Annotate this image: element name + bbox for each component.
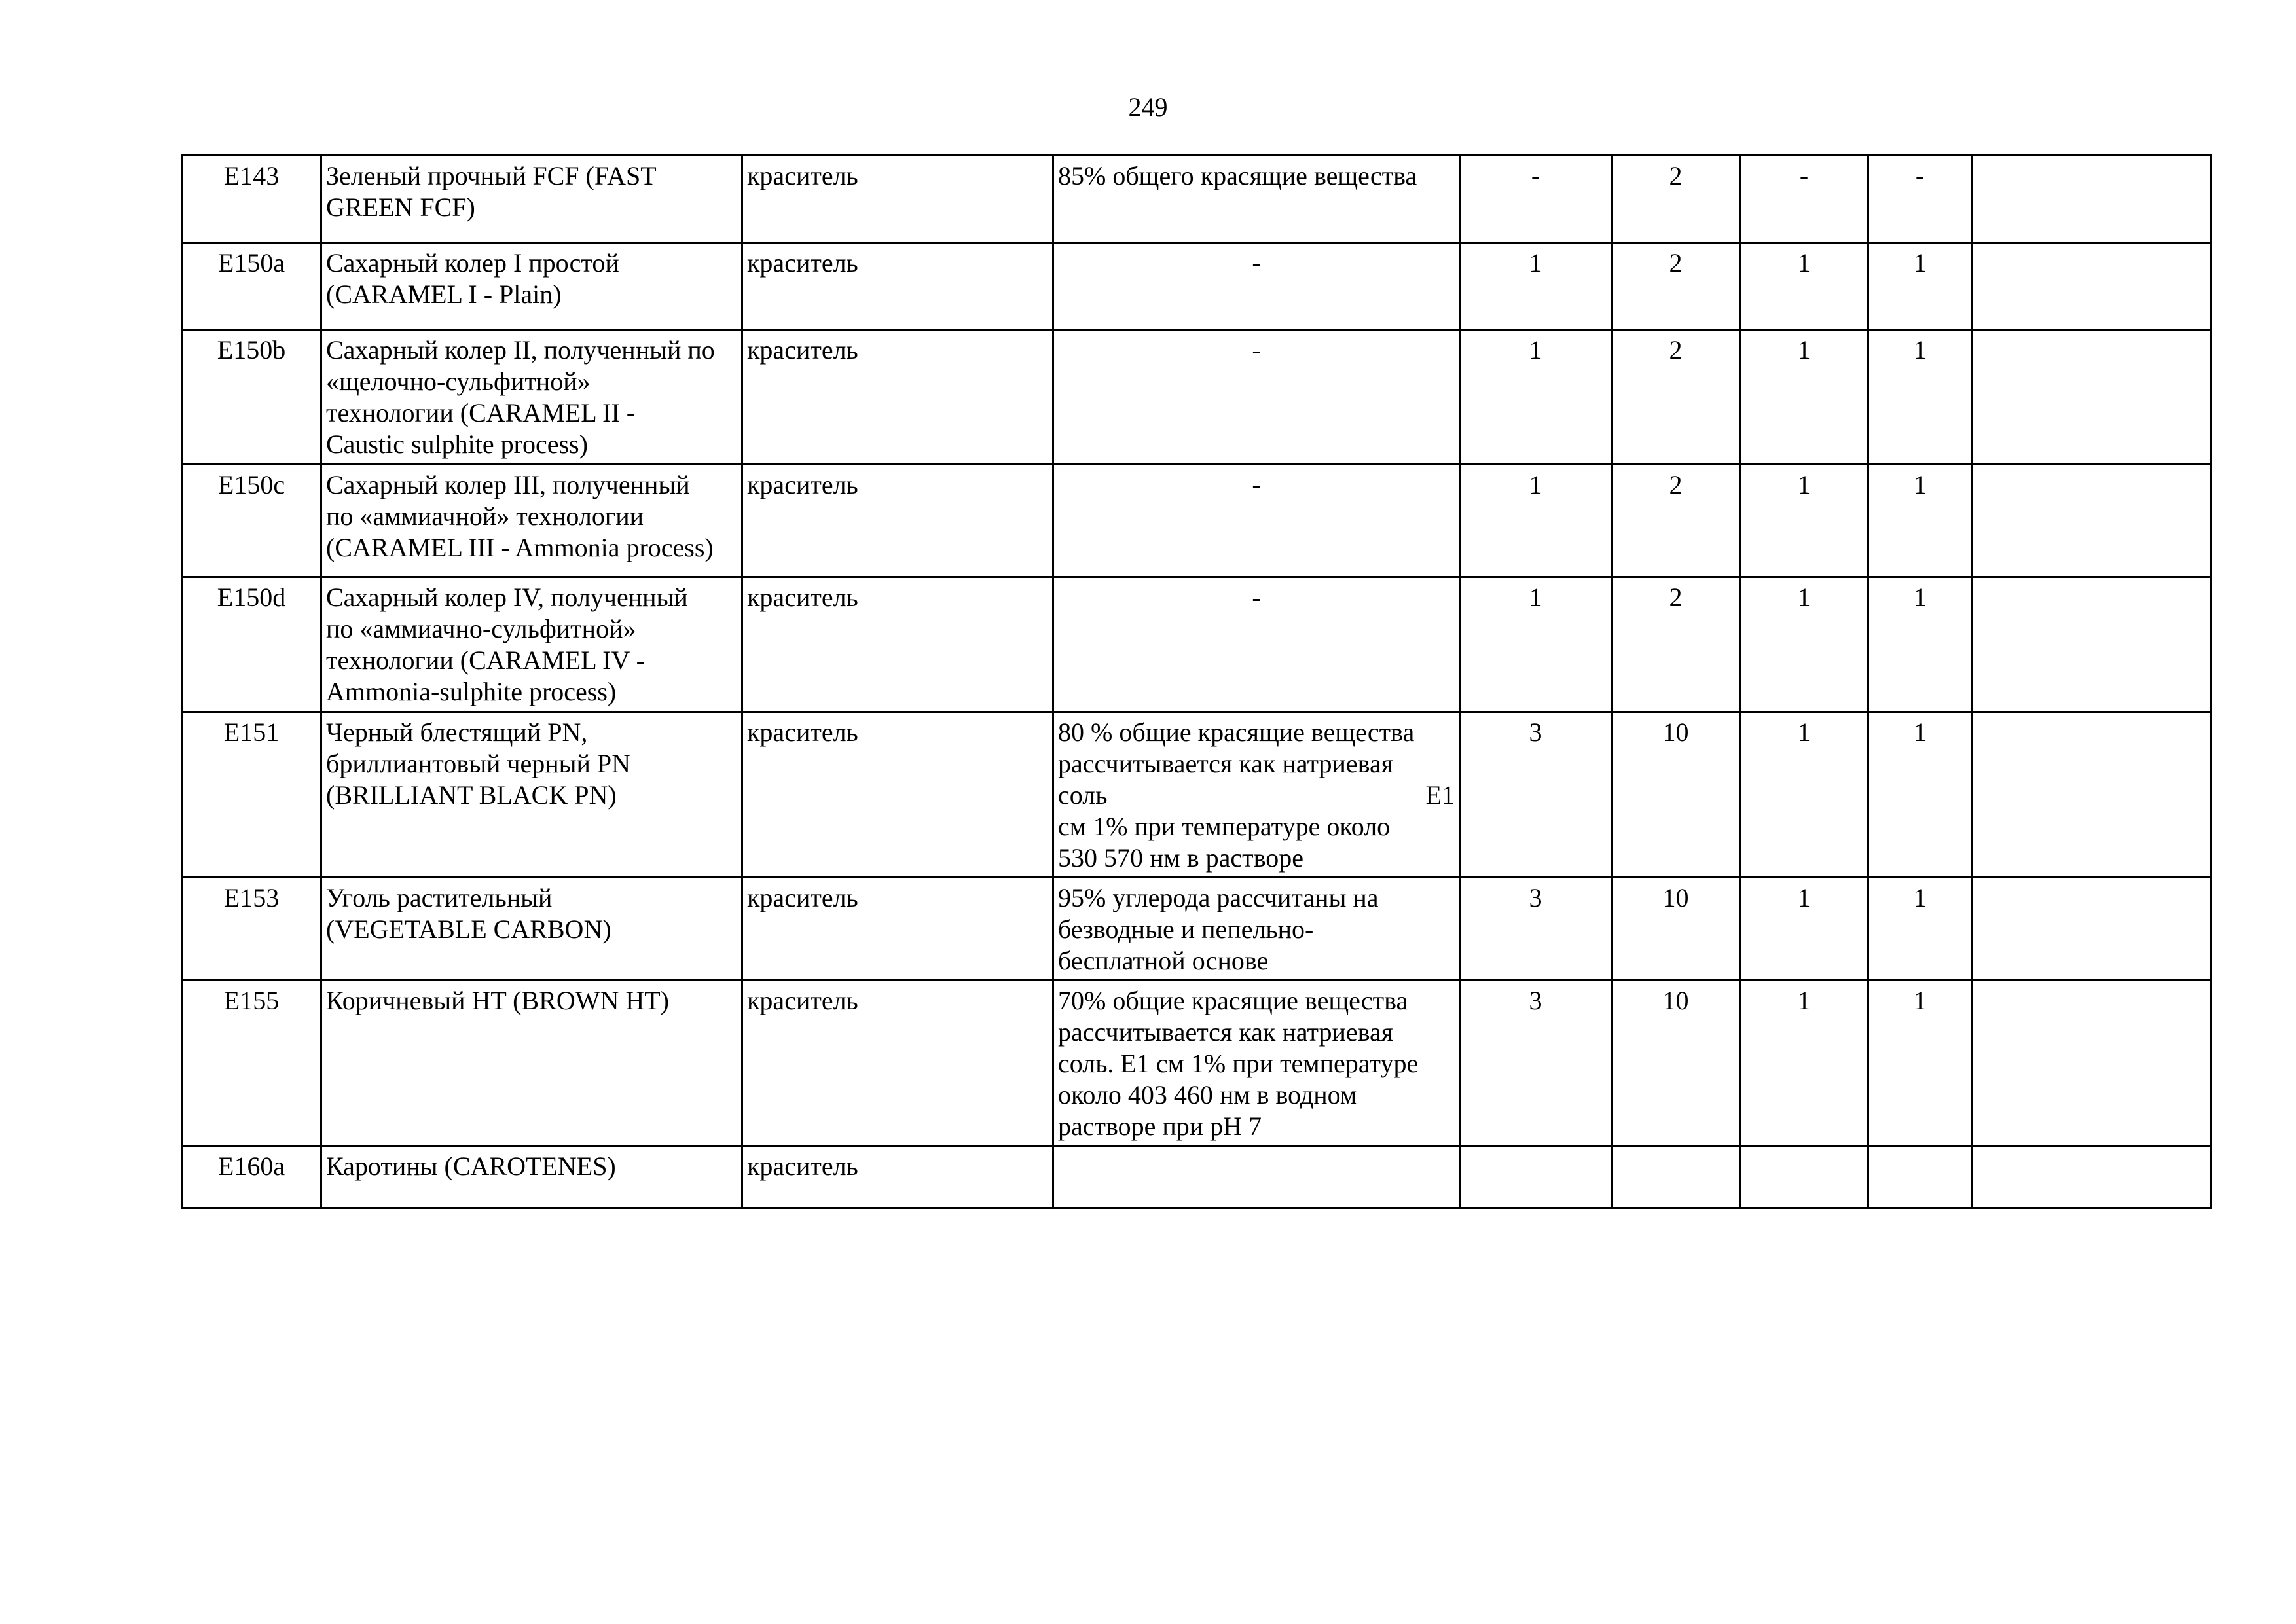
function-cell: краситель [742, 577, 1053, 712]
function-cell: краситель [742, 878, 1053, 981]
name-line: Сахарный колер I простой [326, 248, 619, 278]
spec-cell [1053, 878, 1460, 981]
value-cell-c7: - [1740, 156, 1868, 243]
spec-line: 85% общего красящие вещества [1058, 161, 1417, 190]
value-cell-c6: 10 [1612, 878, 1740, 981]
spec-line: безводные и пепельно- [1058, 914, 1314, 944]
name-line: Коричневый HT (BROWN HT) [326, 986, 669, 1015]
value-cell-c6: 2 [1612, 465, 1740, 577]
value-cell-c9 [1972, 1146, 2212, 1208]
value-cell-c7: 1 [1740, 465, 1868, 577]
spec-line: бесплатной основе [1058, 946, 1269, 975]
value-cell-c9 [1972, 577, 2212, 712]
name-cell [321, 878, 742, 981]
spec-line: растворе при pH 7 [1058, 1111, 1262, 1141]
value-cell-c7 [1740, 1146, 1868, 1208]
name-cell [321, 1146, 742, 1208]
table-row [182, 243, 2212, 330]
name-line: Сахарный колер III, полученный [326, 470, 690, 499]
function-cell: краситель [742, 1146, 1053, 1208]
name-line: технологии (CARAMEL IV - [326, 645, 645, 675]
value-cell-c9 [1972, 243, 2212, 330]
name-cell [321, 330, 742, 465]
table-row [182, 156, 2212, 243]
value-cell-c8: 1 [1868, 243, 1972, 330]
value-cell-c8: 1 [1868, 465, 1972, 577]
name-line: (CARAMEL III - Ammonia process) [326, 533, 714, 562]
name-line: (BRILLIANT BLACK PN) [326, 780, 617, 810]
function-cell: краситель [742, 981, 1053, 1146]
code-cell: E153 [182, 878, 321, 981]
name-line: Ammonia-sulphite process) [326, 677, 617, 706]
name-line: (VEGETABLE CARBON) [326, 914, 611, 944]
value-cell-c5: 1 [1460, 243, 1612, 330]
value-cell-c6: 2 [1612, 243, 1740, 330]
table-row [182, 330, 2212, 465]
spec-line: - [1252, 335, 1261, 365]
code-cell: E151 [182, 712, 321, 878]
value-cell-c6 [1612, 1146, 1740, 1208]
spec-line: соль. E1 см 1% при температуре [1058, 1049, 1419, 1078]
name-line: Сахарный колер II, полученный по [326, 335, 715, 365]
name-line: «щелочно-сульфитной» [326, 367, 591, 396]
additives-table [181, 154, 2212, 1209]
function-cell: краситель [742, 465, 1053, 577]
code-cell: E150b [182, 330, 321, 465]
spec-line: - [1252, 583, 1261, 612]
name-line: Caustic sulphite process) [326, 429, 588, 459]
value-cell-c6: 10 [1612, 712, 1740, 878]
value-cell-c6: 10 [1612, 981, 1740, 1146]
value-cell-c9 [1972, 981, 2212, 1146]
value-cell-c7: 1 [1740, 878, 1868, 981]
spec-line: 80 % общие красящие вещества [1058, 717, 1415, 747]
function-cell: краситель [742, 243, 1053, 330]
name-line: технологии (CARAMEL II - [326, 398, 636, 427]
name-cell [321, 981, 742, 1146]
value-cell-c5: 3 [1460, 712, 1612, 878]
code-cell: E143 [182, 156, 321, 243]
table-row [182, 712, 2212, 878]
spec-line: - [1252, 248, 1261, 278]
name-cell [321, 156, 742, 243]
spec-cell [1053, 156, 1460, 243]
value-cell-c8: 1 [1868, 577, 1972, 712]
value-cell-c6: 2 [1612, 330, 1740, 465]
function-cell: краситель [742, 156, 1053, 243]
spec-cell [1053, 712, 1460, 878]
spec-line: рассчитывается как натриевая [1058, 1017, 1394, 1047]
name-line: GREEN FCF) [326, 192, 475, 222]
value-cell-c5: 3 [1460, 878, 1612, 981]
spec-line-left: соль [1058, 780, 1108, 810]
value-cell-c8: 1 [1868, 712, 1972, 878]
spec-cell [1053, 981, 1460, 1146]
table-row [182, 1146, 2212, 1208]
name-line: Сахарный колер IV, полученный [326, 583, 688, 612]
name-line: по «аммиачной» технологии [326, 501, 644, 531]
function-cell: краситель [742, 330, 1053, 465]
value-cell-c8: 1 [1868, 981, 1972, 1146]
spec_tail-line: 530 570 нм в растворе [1058, 843, 1303, 873]
table-row [182, 981, 2212, 1146]
value-cell-c8 [1868, 1146, 1972, 1208]
code-cell: E155 [182, 981, 321, 1146]
value-cell-c9 [1972, 712, 2212, 878]
spec-line: - [1252, 470, 1261, 499]
spec-cell [1053, 330, 1460, 465]
value-cell-c7: 1 [1740, 330, 1868, 465]
table-row [182, 878, 2212, 981]
table-row [182, 465, 2212, 577]
name-line: Каротины (CAROTENES) [326, 1151, 616, 1181]
name-line: Черный блестящий PN, [326, 717, 588, 747]
code-cell: E150d [182, 577, 321, 712]
value-cell-c5: 1 [1460, 577, 1612, 712]
value-cell-c6: 2 [1612, 577, 1740, 712]
spec-cell [1053, 1146, 1460, 1208]
value-cell-c5: 1 [1460, 330, 1612, 465]
page-number: 249 [1128, 92, 1168, 122]
name-line: бриллиантовый черный PN [326, 749, 631, 778]
name-cell [321, 577, 742, 712]
value-cell-c8: 1 [1868, 878, 1972, 981]
value-cell-c5: 3 [1460, 981, 1612, 1146]
value-cell-c7: 1 [1740, 712, 1868, 878]
value-cell-c5: 1 [1460, 465, 1612, 577]
spec-cell [1053, 243, 1460, 330]
value-cell-c6: 2 [1612, 156, 1740, 243]
value-cell-c7: 1 [1740, 243, 1868, 330]
name-line: Зеленый прочный FCF (FAST [326, 161, 657, 190]
spec-line: около 403 460 нм в водном [1058, 1080, 1357, 1110]
value-cell-c7: 1 [1740, 577, 1868, 712]
table-body [182, 156, 2212, 1208]
value-cell-c9 [1972, 878, 2212, 981]
value-cell-c9 [1972, 465, 2212, 577]
spec-line-right: E1 [1425, 780, 1455, 810]
spec-line [1058, 780, 1455, 811]
value-cell-c7: 1 [1740, 981, 1868, 1146]
name-cell [321, 712, 742, 878]
code-cell: E150a [182, 243, 321, 330]
value-cell-c8: - [1868, 156, 1972, 243]
spec-line: 70% общие красящие вещества [1058, 986, 1408, 1015]
spec-cell [1053, 465, 1460, 577]
value-cell-c5 [1460, 1146, 1612, 1208]
value-cell-c8: 1 [1868, 330, 1972, 465]
value-cell-c9 [1972, 156, 2212, 243]
table-row [182, 577, 2212, 712]
spec-line: 95% углерода рассчитаны на [1058, 883, 1379, 912]
name-cell [321, 465, 742, 577]
function-cell: краситель [742, 712, 1053, 878]
code-cell: E150c [182, 465, 321, 577]
value-cell-c9 [1972, 330, 2212, 465]
name-line: (CARAMEL I - Plain) [326, 280, 562, 309]
name-line: Уголь растительный [326, 883, 553, 912]
name-cell [321, 243, 742, 330]
value-cell-c5: - [1460, 156, 1612, 243]
spec-line: рассчитывается как натриевая [1058, 749, 1394, 778]
spec_tail-line: см 1% при температуре около [1058, 812, 1391, 841]
name-line: по «аммиачно-сульфитной» [326, 614, 636, 643]
spec-cell [1053, 577, 1460, 712]
code-cell: E160a [182, 1146, 321, 1208]
